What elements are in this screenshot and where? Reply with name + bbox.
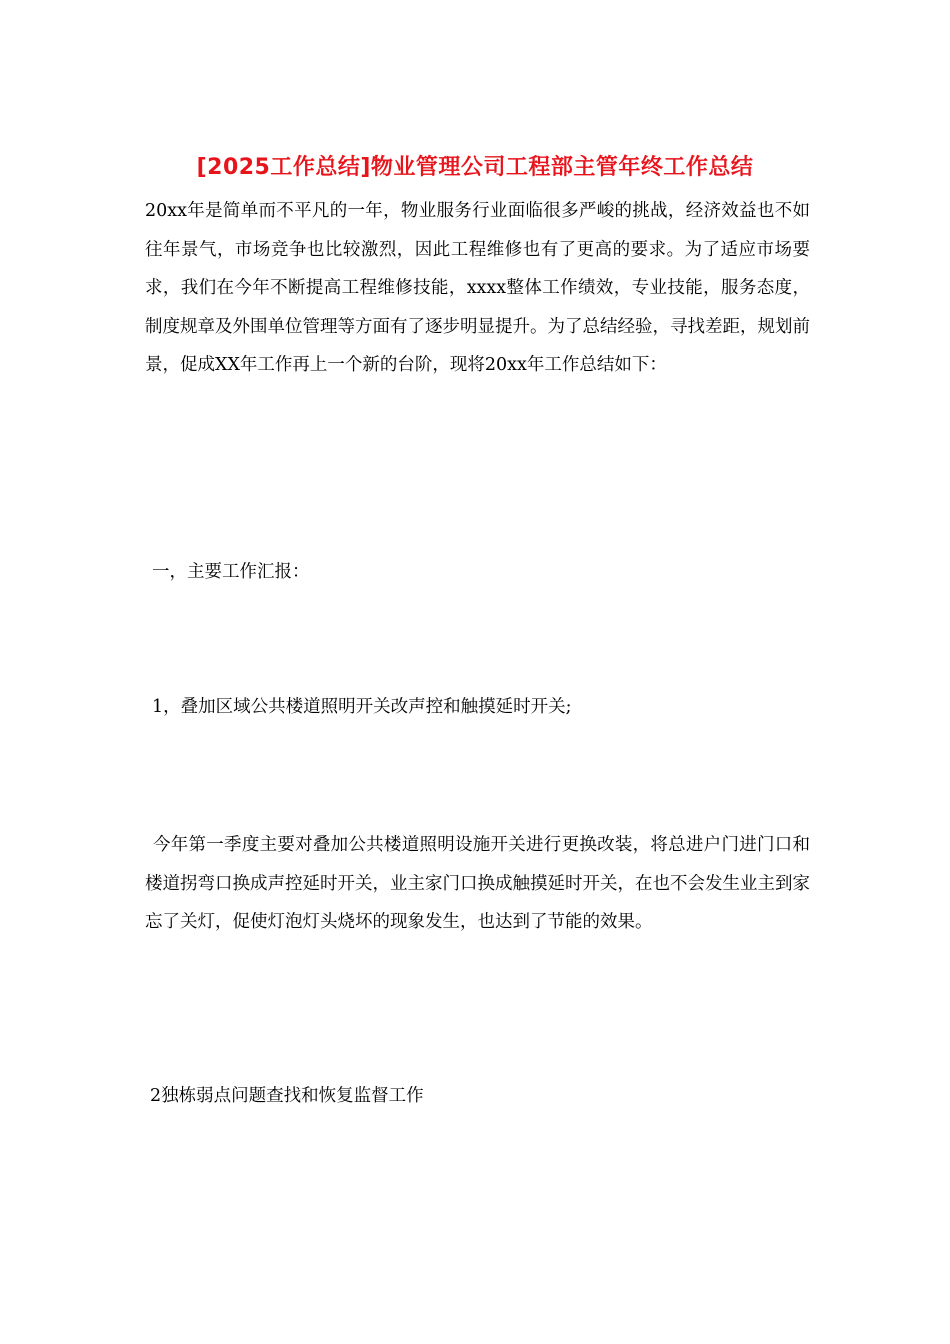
- item-heading-1: 1，叠加区域公共楼道照明开关改声控和触摸延时开关;: [152, 697, 572, 717]
- section-heading-main-work: 一，主要工作汇报：: [152, 562, 310, 582]
- item-body-1: 今年第一季度主要对叠加公共楼道照明设施开关进行更换改装，将总进户门进门口和楼道拐弯口换成声控延时开关，业主家门口换成触摸延时开关，在也不会发生业主到家忘了关灯，促使灯泡灯头烧坏的现象发生，也达到了节能的效果。: [145, 835, 810, 932]
- document-title: [2025工作总结]物业管理公司工程部主管年终工作总结: [196, 155, 754, 180]
- intro-paragraph: 20xx年是简单而不平凡的一年，物业服务行业面临很多严峻的挑战，经济效益也不如往年景气，市场竞争也比较激烈，因此工程维修也有了更高的要求。为了适应市场要求，我们在今年不断提高工程维修技能，xxxx整体工作绩效，专业技能，服务态度，制度规章及外围单位管理等方面有了逐步明显提升。为了总结经验，寻找差距，规划前景，促成XX年工作再上一个新的台阶，现将20xx年工作总结如下：: [145, 201, 810, 375]
- item-heading-2: 2独栋弱点问题查找和恢复监督工作: [150, 1086, 424, 1106]
